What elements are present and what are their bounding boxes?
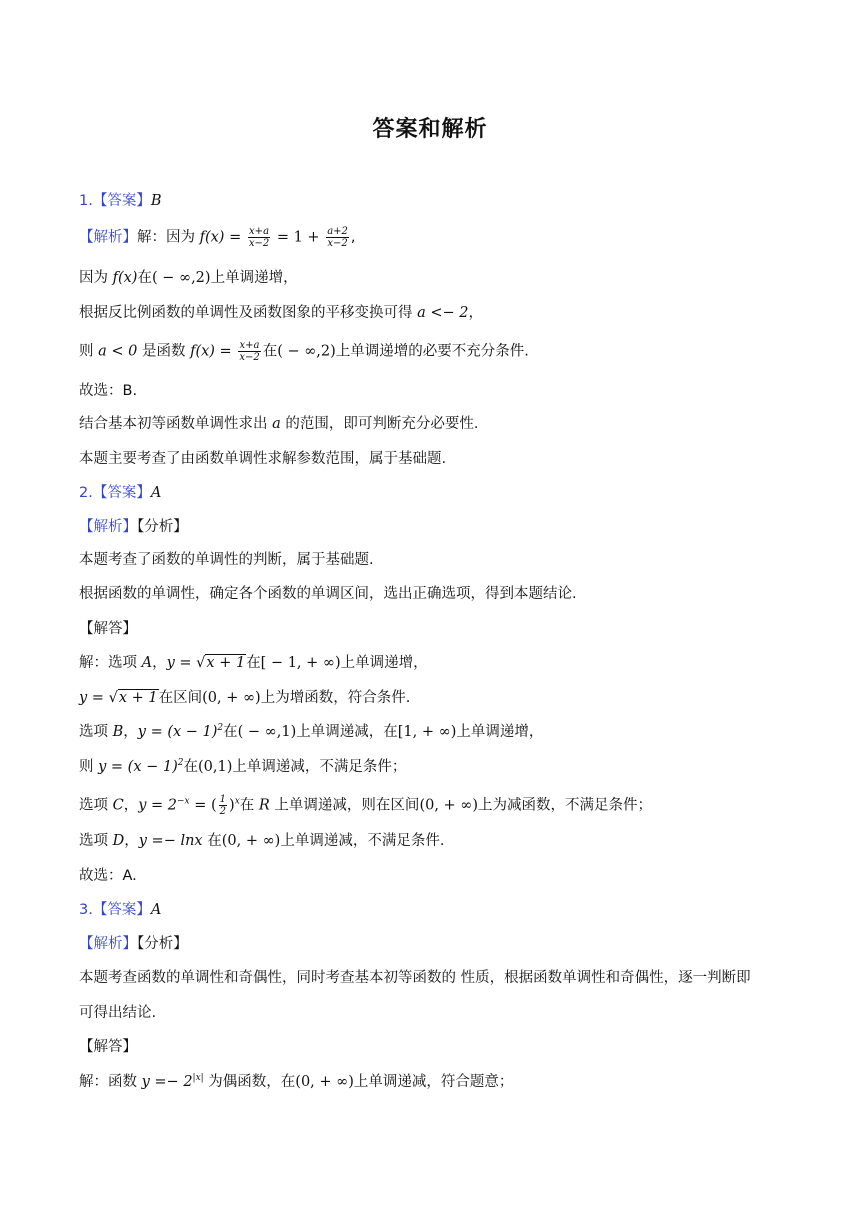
q2-interval: (0, + ∞)	[221, 833, 281, 849]
q1-text: ,	[350, 229, 356, 246]
fraction-numerator: x+a	[249, 226, 270, 237]
q1-formula: a	[272, 416, 281, 432]
q2-text: 选项	[79, 797, 113, 814]
q2-option: B	[112, 724, 124, 740]
q3-solve-tag: 【解答】	[79, 1039, 137, 1055]
q2-text: 上单调递增，	[456, 724, 544, 740]
q2-solve-line-6	[79, 831, 800, 851]
q1-text: 结合基本初等函数单调性求出	[79, 416, 273, 432]
q1-text: 则	[79, 343, 99, 360]
exponent: x	[234, 796, 240, 807]
q3-answer: A	[150, 902, 162, 918]
q3-text: 上单调递减，符合题意；	[353, 1074, 514, 1090]
q3-answer-line	[79, 900, 800, 920]
q2-formula: y = 2	[138, 797, 178, 814]
q2-text: 上为增函数，符合条件.	[260, 690, 411, 706]
q1-interval: 在( − ∞,2)	[262, 343, 336, 360]
q2-fraction	[219, 794, 227, 817]
q2-solve-line-3	[79, 722, 800, 742]
q2-solve-tag: 【解答】	[79, 621, 137, 637]
q2-text: ，	[123, 797, 139, 814]
q2-formula: )	[229, 797, 235, 814]
q2-solve-line-5	[79, 794, 800, 817]
q3-text: 为偶函数，在	[203, 1074, 296, 1090]
page-title: 答案和解析	[372, 117, 488, 142]
q1-formula: f(x)	[112, 270, 138, 286]
exponent: 2	[217, 723, 224, 733]
exponent: 2	[177, 758, 184, 768]
q2-text: 在	[202, 833, 222, 849]
q2-formula: y = (x − 1)	[137, 724, 218, 740]
fraction-denominator: x−2	[327, 238, 348, 249]
q1-analysis-line-7: 本题主要考查了由函数单调性求解参数范围，属于基础题.	[79, 451, 447, 467]
radicand: x + 1	[118, 690, 158, 706]
q3-analysis-line-1: 本题考查函数的单调性和奇偶性，同时考查基本初等函数的 性质，根据函数单调性和奇偶性，逐一判断即	[79, 970, 751, 986]
q2-answer-line	[79, 483, 800, 503]
q1-analysis-line-2	[79, 268, 800, 288]
q2-analysis-tag: 【解析】	[79, 519, 137, 535]
q1-analysis-line-3	[79, 303, 800, 323]
q1-text: 上单调递增的必要不充分条件.	[335, 343, 529, 360]
q3-analysis-header	[79, 934, 800, 954]
q2-formula: = (	[189, 797, 217, 814]
q2-analysis-line-2: 根据函数的单调性，确定各个函数的单调区间，选出正确选项，得到本题结论.	[79, 586, 577, 602]
q2-interval: 在区间(0, + ∞)	[158, 690, 261, 706]
q2-interval: [1, + ∞)	[397, 724, 457, 740]
q1-analysis-line-4	[79, 340, 800, 363]
q2-text: 选项	[79, 724, 113, 740]
q2-analysis-line-1: 本题考查了函数的单调性的判断，属于基础题.	[79, 552, 374, 568]
q2-text: 在	[239, 797, 259, 814]
q2-solve-line-7: 故选：A.	[79, 868, 137, 884]
q3-solve-line-1	[79, 1072, 800, 1092]
q2-solve-line-2	[79, 688, 800, 708]
q3-answer-tag: 【答案】	[92, 902, 151, 918]
q2-formula: y =	[79, 690, 109, 706]
q1-formula: a <− 2	[417, 305, 469, 321]
fraction-numerator: x+a	[239, 340, 260, 351]
q3-number: 3.	[79, 902, 93, 918]
q2-option: C	[112, 797, 124, 814]
q1-text: 的范围，即可判断充分必要性.	[280, 416, 479, 432]
fraction-numerator: 1	[219, 794, 227, 805]
q2-analysis-header	[79, 517, 800, 537]
q1-answer: B	[150, 193, 162, 209]
q1-number: 1.	[79, 193, 93, 209]
q2-text: 则	[79, 759, 99, 775]
q1-answer-tag: 【答案】	[92, 193, 151, 209]
q1-analysis-line-6	[79, 414, 800, 434]
q2-formula: y =− lnx	[138, 833, 203, 849]
radicand: x + 1	[206, 655, 246, 671]
q2-interval: 在(0,1)	[183, 759, 233, 775]
q2-text: 上单调递增，	[340, 655, 428, 671]
q1-formula: f(x) =	[190, 343, 237, 360]
q2-interval: (0, + ∞)	[419, 797, 479, 814]
q1-formula: a < 0	[98, 343, 138, 360]
q1-formula: = 1 +	[272, 229, 325, 246]
sqrt-expression: √x + 1	[108, 690, 158, 706]
q1-analysis-tag: 【解析】	[79, 229, 137, 246]
q1-interval: 在( − ∞,2)	[137, 270, 211, 286]
q1-text: 因为	[79, 270, 113, 286]
q2-text: 上单调递减，不满足条件；	[232, 759, 407, 775]
q2-text: ，	[152, 655, 167, 671]
q2-formula: R	[258, 797, 270, 814]
q1-analysis-line-1	[79, 226, 800, 249]
q2-text: ，	[124, 833, 139, 849]
q2-interval: 在( − ∞,1)	[223, 724, 297, 740]
q1-fraction-3	[238, 340, 260, 363]
q1-formula: f(x) =	[199, 229, 246, 246]
q3-analysis-line-2: 可得出结论.	[79, 1005, 157, 1021]
q2-analysis-sub: 【分析】	[137, 519, 188, 535]
q2-interval: 在[ − 1, + ∞)	[246, 655, 341, 671]
q1-text: ，	[468, 305, 483, 321]
q2-formula: y =	[166, 655, 197, 671]
fraction-denominator: x−2	[248, 238, 270, 249]
q1-fraction-1	[248, 226, 270, 249]
q2-text: 解：选项	[79, 655, 142, 671]
q2-text: 上单调递减，不满足条件.	[280, 833, 445, 849]
q2-option: A	[141, 655, 153, 671]
q3-formula: y =− 2	[141, 1074, 193, 1090]
q3-interval: (0, + ∞)	[295, 1074, 354, 1090]
q3-analysis-sub: 【分析】	[137, 936, 188, 952]
q1-text: 上单调递增，	[210, 270, 298, 286]
q2-text: 选项	[79, 833, 113, 849]
q1-text: 根据反比例函数的单调性及函数图象的平移变换可得	[79, 305, 418, 321]
sqrt-expression: √x + 1	[196, 655, 246, 671]
q2-text: 上为减函数，不满足条件；	[478, 797, 653, 814]
q2-text: ，	[123, 724, 138, 740]
fraction-denominator: x−2	[239, 352, 260, 363]
exponent: −x	[177, 796, 190, 807]
fraction-numerator: a+2	[327, 226, 348, 237]
q2-solve-line-4	[79, 757, 800, 777]
q1-answer-line	[79, 191, 800, 211]
q3-analysis-tag: 【解析】	[79, 936, 137, 952]
q2-number: 2.	[79, 485, 93, 501]
q1-analysis-line-5: 故选：B.	[79, 383, 138, 399]
q2-text: 上单调递减，则在区间	[269, 797, 420, 814]
q1-fraction-2	[326, 226, 349, 249]
q2-option: D	[112, 833, 125, 849]
q2-answer: A	[150, 485, 162, 501]
q3-text: 解：函数	[79, 1074, 142, 1090]
q2-text: 上单调递减，在	[296, 724, 398, 740]
q2-formula: y = (x − 1)	[98, 759, 178, 775]
q1-text: 是函数	[137, 343, 191, 360]
q1-text: 解：因为	[137, 229, 200, 246]
q2-solve-line-1	[79, 653, 800, 673]
fraction-denominator: 2	[219, 806, 227, 817]
q2-answer-tag: 【答案】	[92, 485, 151, 501]
exponent: |x|	[192, 1073, 204, 1083]
